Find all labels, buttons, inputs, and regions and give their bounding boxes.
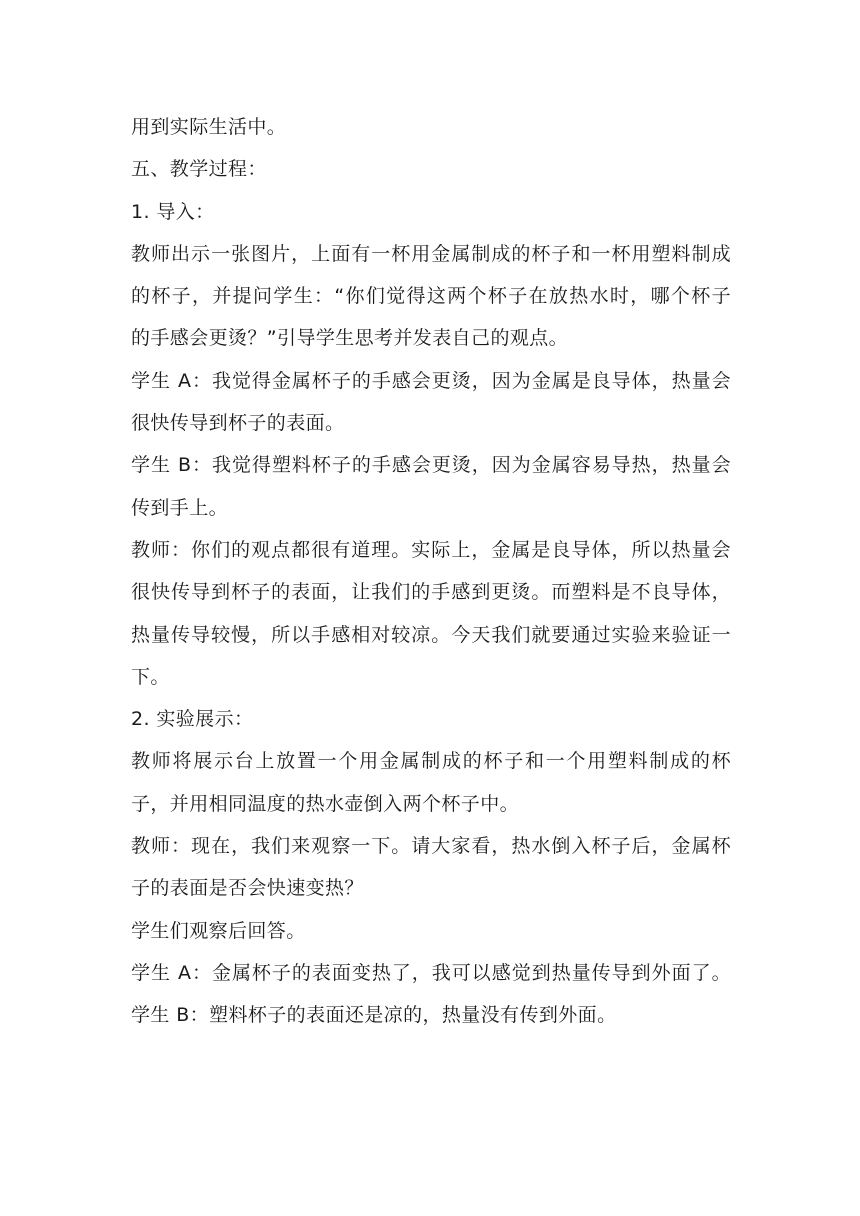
text-line: 学生 A：金属杯子的表面变热了，我可以感觉到热量传导到外面了。 bbox=[131, 961, 731, 984]
paragraph bbox=[131, 952, 731, 994]
text-line: 很快传导到杯子的表面。 bbox=[131, 412, 345, 435]
paragraph bbox=[131, 740, 731, 825]
paragraph bbox=[131, 994, 731, 1036]
text-line: 下。 bbox=[131, 665, 170, 688]
text-line: 五、教学过程： bbox=[131, 158, 267, 181]
text-line: 教师将展示台上放置一个用金属制成的杯子和一个用塑料制成的杯 bbox=[131, 750, 731, 773]
text-line: 学生 B：塑料杯子的表面还是凉的，热量没有传到外面。 bbox=[131, 1004, 617, 1027]
paragraph bbox=[131, 360, 731, 445]
section-heading bbox=[131, 148, 731, 190]
text-line: 学生 B：我觉得塑料杯子的手感会更烫，因为金属容易导热，热量会 bbox=[131, 454, 731, 477]
text-line: 教师：现在，我们来观察一下。请大家看，热水倒入杯子后，金属杯 bbox=[131, 835, 731, 858]
text-line: 用到实际生活中。 bbox=[131, 116, 287, 138]
text-line: 子的表面是否会快速变热？ bbox=[131, 877, 364, 900]
paragraph bbox=[131, 825, 731, 910]
text-line: 学生 A：我觉得金属杯子的手感会更烫，因为金属是良导体，热量会 bbox=[131, 369, 731, 392]
text-line: 2. 实验展示： bbox=[131, 708, 254, 731]
text-line: 教师出示一张图片，上面有一杯用金属制成的杯子和一杯用塑料制成 bbox=[131, 242, 731, 265]
paragraph bbox=[131, 444, 731, 529]
document-body bbox=[131, 106, 731, 1037]
paragraph bbox=[131, 910, 731, 952]
paragraph bbox=[131, 529, 731, 698]
paragraph bbox=[131, 106, 731, 148]
text-line: 的手感会更烫？”引导学生思考并发表自己的观点。 bbox=[131, 327, 569, 350]
text-line: 子，并用相同温度的热水壶倒入两个杯子中。 bbox=[131, 792, 520, 815]
text-line: 教师：你们的观点都很有道理。实际上，金属是良导体，所以热量会 bbox=[131, 538, 731, 561]
subsection-heading bbox=[131, 698, 731, 740]
text-line: 热量传导较慢，所以手感相对较凉。今天我们就要通过实验来验证一 bbox=[131, 623, 731, 646]
paragraph bbox=[131, 233, 731, 360]
text-line: 很快传导到杯子的表面，让我们的手感到更烫。而塑料是不良导体， bbox=[131, 581, 731, 604]
subsection-heading bbox=[131, 191, 731, 233]
text-line: 1. 导入： bbox=[131, 200, 215, 223]
text-line: 的杯子，并提问学生：“你们觉得这两个杯子在放热水时，哪个杯子 bbox=[131, 285, 731, 308]
text-line: 学生们观察后回答。 bbox=[131, 919, 306, 942]
text-line: 传到手上。 bbox=[131, 496, 229, 519]
